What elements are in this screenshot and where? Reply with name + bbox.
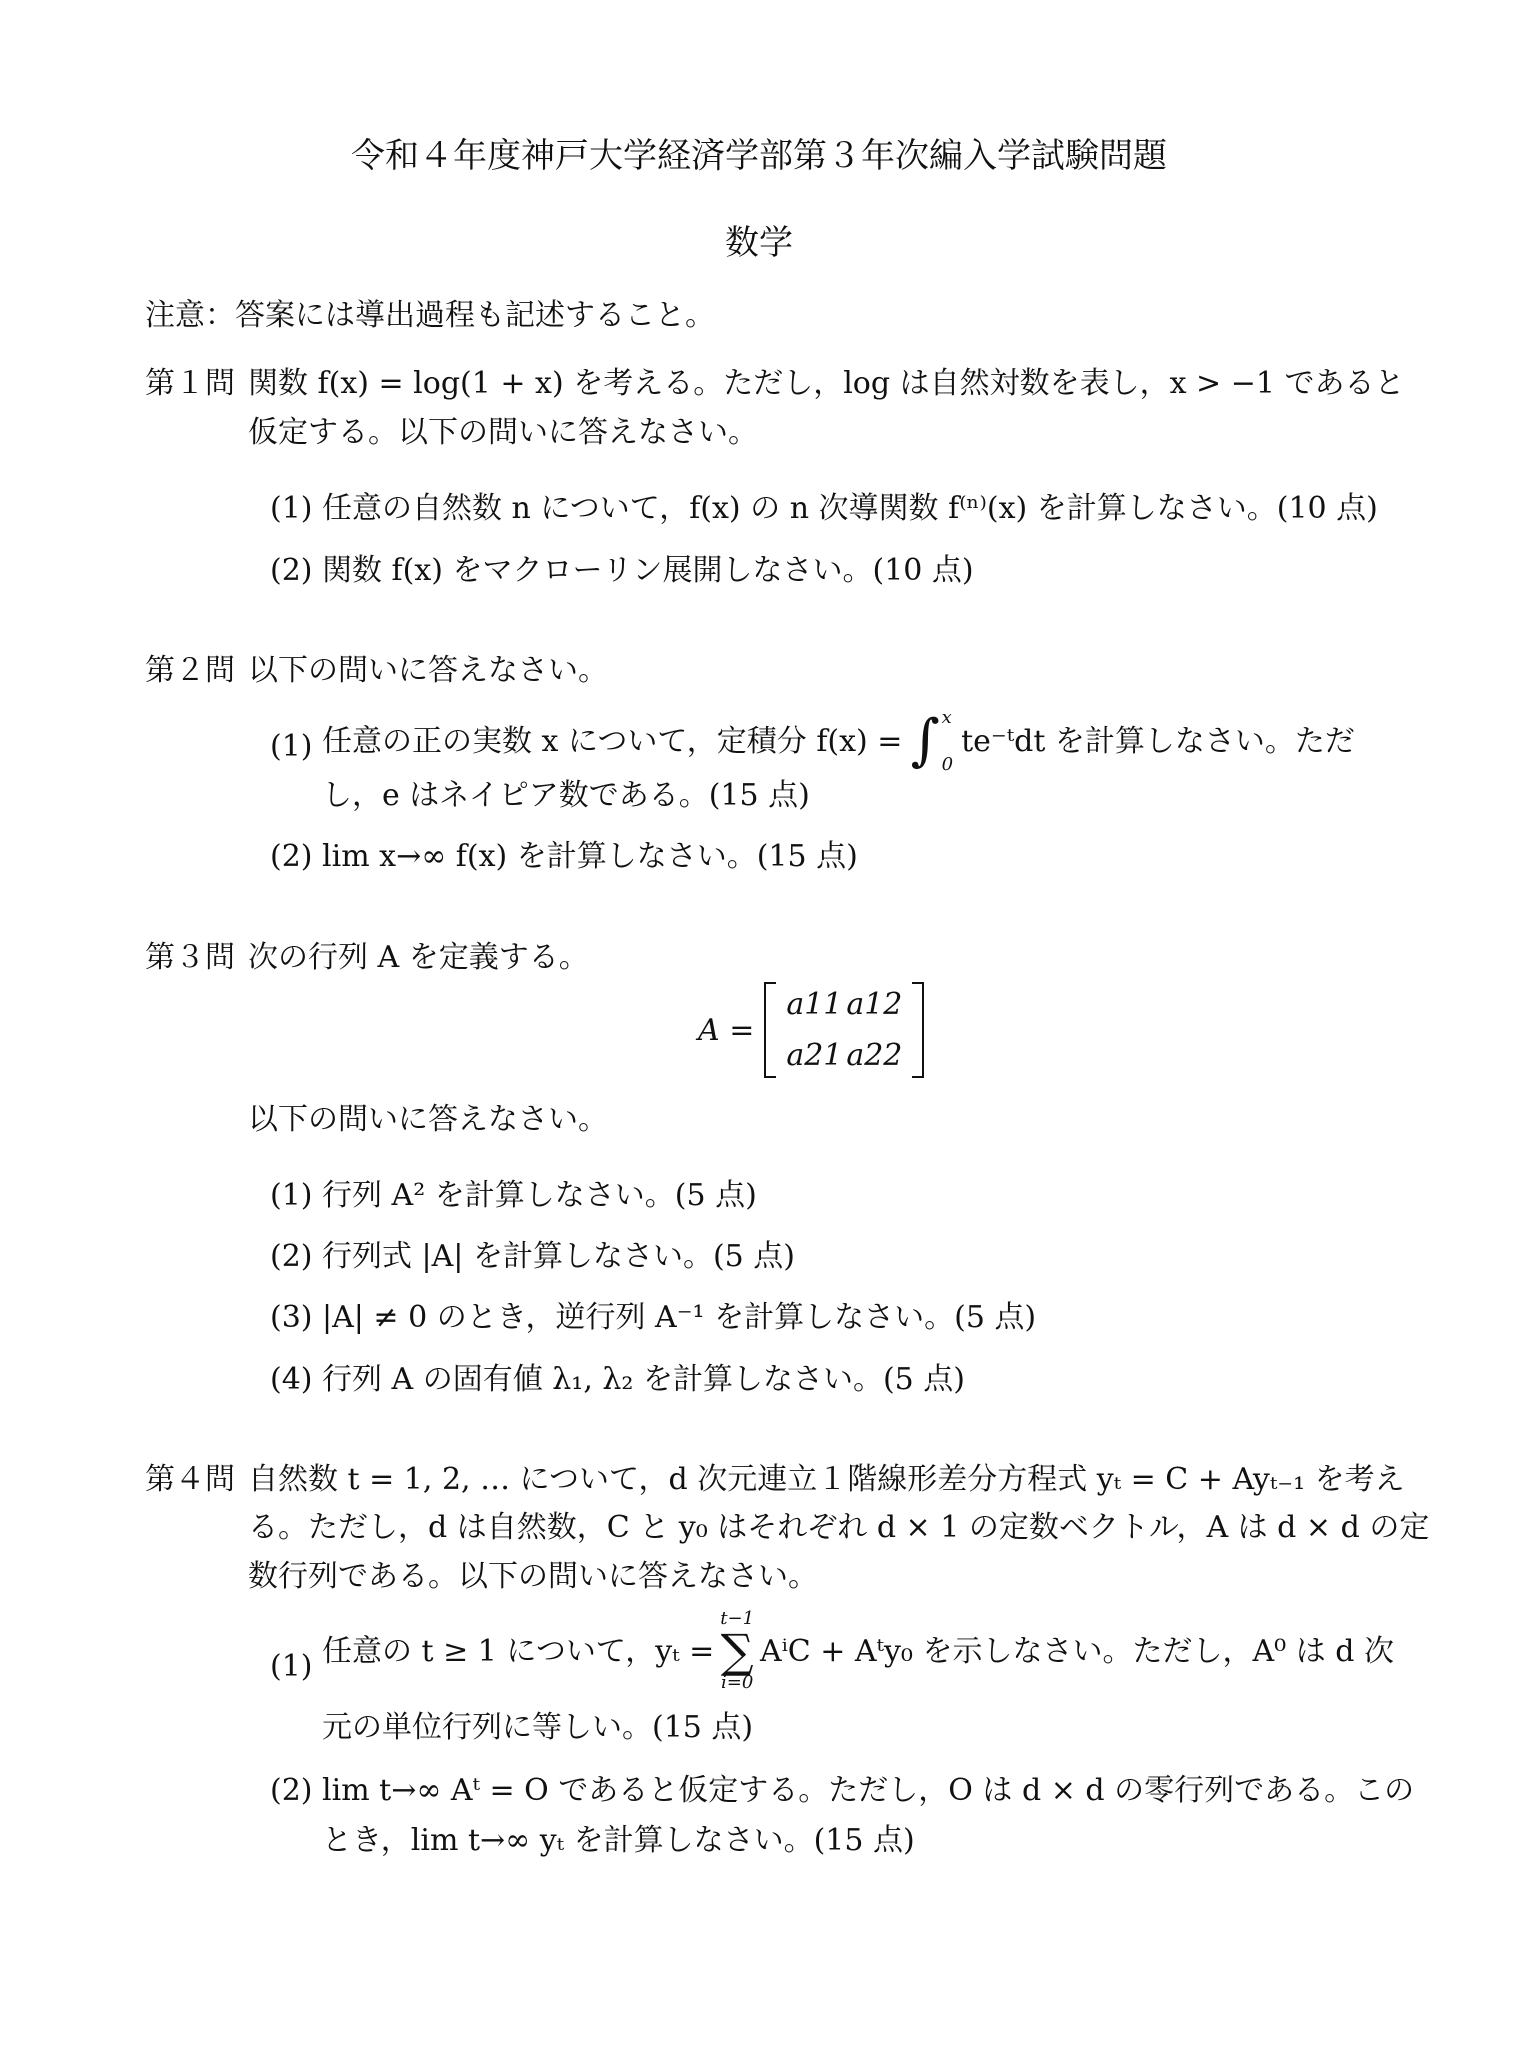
- sum-lower: i=0: [720, 1672, 754, 1693]
- q4-p1-line2: 元の単位行列に等しい。(15 点): [322, 1710, 754, 1745]
- q4-p1-row: [322, 1610, 1394, 1692]
- q2-p1-row: [322, 705, 1355, 778]
- q4-p1-label: (1): [270, 1649, 313, 1684]
- q4-p1-before: 任意の t ≥ 1 について，yₜ =: [322, 1633, 715, 1669]
- q1-label: 第１問: [145, 366, 235, 401]
- q3-p1-label: (1): [270, 1178, 313, 1213]
- matrix-a22: a22: [846, 1038, 903, 1073]
- integral-icon: ∫: [910, 708, 940, 773]
- q3-p4-label: (4): [270, 1362, 313, 1397]
- q2-label: 第２問: [145, 653, 235, 688]
- q4-intro-line1: 自然数 t = 1, 2, … について，d 次元連立１階線形差分方程式 yₜ = C + Ayₜ₋₁ を考え: [248, 1462, 1405, 1497]
- q3-label: 第３問: [145, 940, 235, 975]
- matrix-a11: a11: [786, 987, 843, 1022]
- q3-after: 以下の問いに答えなさい。: [248, 1102, 608, 1137]
- q4-p2-line2: とき，lim t→∞ yₜ を計算しなさい。(15 点): [322, 1823, 915, 1858]
- q2-p2-text: lim x→∞ f(x) を計算しなさい。(15 点): [322, 839, 858, 874]
- q4-p1-after: AⁱC + Aᵗy₀ を示しなさい。ただし，A⁰ は d 次: [760, 1633, 1394, 1669]
- q3-p3-text: |A| ≠ 0 のとき，逆行列 A⁻¹ を計算しなさい。(5 点): [322, 1300, 1037, 1335]
- q3-p3-label: (3): [270, 1300, 313, 1335]
- exam-title: 令和４年度神戸大学経済学部第３年次編入学試験問題: [351, 136, 1167, 176]
- sigma-icon: ∑: [720, 1624, 754, 1678]
- q2-p1-label: (1): [270, 729, 313, 764]
- note: 注意：答案には導出過程も記述すること。: [145, 298, 715, 333]
- matrix-lhs: A =: [698, 1012, 755, 1048]
- q3-p1-text: 行列 A² を計算しなさい。(5 点): [322, 1178, 757, 1213]
- q2-p2-label: (2): [270, 839, 313, 874]
- q1-intro-line2: 仮定する。以下の問いに答えなさい。: [248, 415, 758, 450]
- q2-p1-after: te⁻ᵗdt を計算しなさい。ただ: [961, 723, 1355, 759]
- q3-intro: 次の行列 A を定義する。: [248, 940, 589, 975]
- sum-upper: t−1: [720, 1608, 755, 1629]
- q4-label: 第４問: [145, 1462, 235, 1497]
- q3-p2-text: 行列式 |A| を計算しなさい。(5 点): [322, 1239, 795, 1274]
- q1-p1-text: 任意の自然数 n について，f(x) の n 次導関数 f⁽ⁿ⁾(x) を計算しなさい。(10 点): [322, 491, 1378, 526]
- summation: [720, 1610, 754, 1692]
- q2-p1-before: 任意の正の実数 x について，定積分 f(x) =: [322, 723, 903, 759]
- q1-intro-line1: 関数 f(x) = log(1 + x) を考える。ただし，log は自然対数を表し，x > −1 であると: [248, 366, 1405, 401]
- integral-sign: [910, 705, 953, 778]
- subject-title: 数学: [725, 223, 793, 263]
- integral-lower: 0: [941, 754, 954, 775]
- right-bracket-icon: [912, 982, 924, 1078]
- q4-intro-line3: 数行列である。以下の問いに答えなさい。: [248, 1559, 818, 1594]
- q1-p2-text: 関数 f(x) をマクローリン展開しなさい。(10 点): [322, 553, 974, 588]
- q2-intro: 以下の問いに答えなさい。: [248, 653, 608, 688]
- q1-p2-label: (2): [270, 553, 313, 588]
- matrix-a12: a12: [846, 987, 903, 1022]
- q1-p1-label: (1): [270, 491, 313, 526]
- q3-p4-text: 行列 A の固有値 λ₁, λ₂ を計算しなさい。(5 点): [322, 1362, 965, 1397]
- integral-upper: x: [941, 707, 952, 729]
- matrix-a: [698, 982, 924, 1078]
- matrix-a21: a21: [786, 1038, 843, 1073]
- q4-intro-line2: る。ただし，d は自然数，C と y₀ はそれぞれ d × 1 の定数ベクトル，A は d × d の定: [248, 1510, 1430, 1545]
- q4-p2-label: (2): [270, 1773, 313, 1808]
- left-bracket-icon: [764, 982, 776, 1078]
- q2-p1-line2: し，e はネイピア数である。(15 点): [322, 778, 810, 813]
- q4-p2-line1: lim t→∞ Aᵗ = O であると仮定する。ただし，O は d × d の零行列である。この: [322, 1773, 1415, 1808]
- q3-p2-label: (2): [270, 1239, 313, 1274]
